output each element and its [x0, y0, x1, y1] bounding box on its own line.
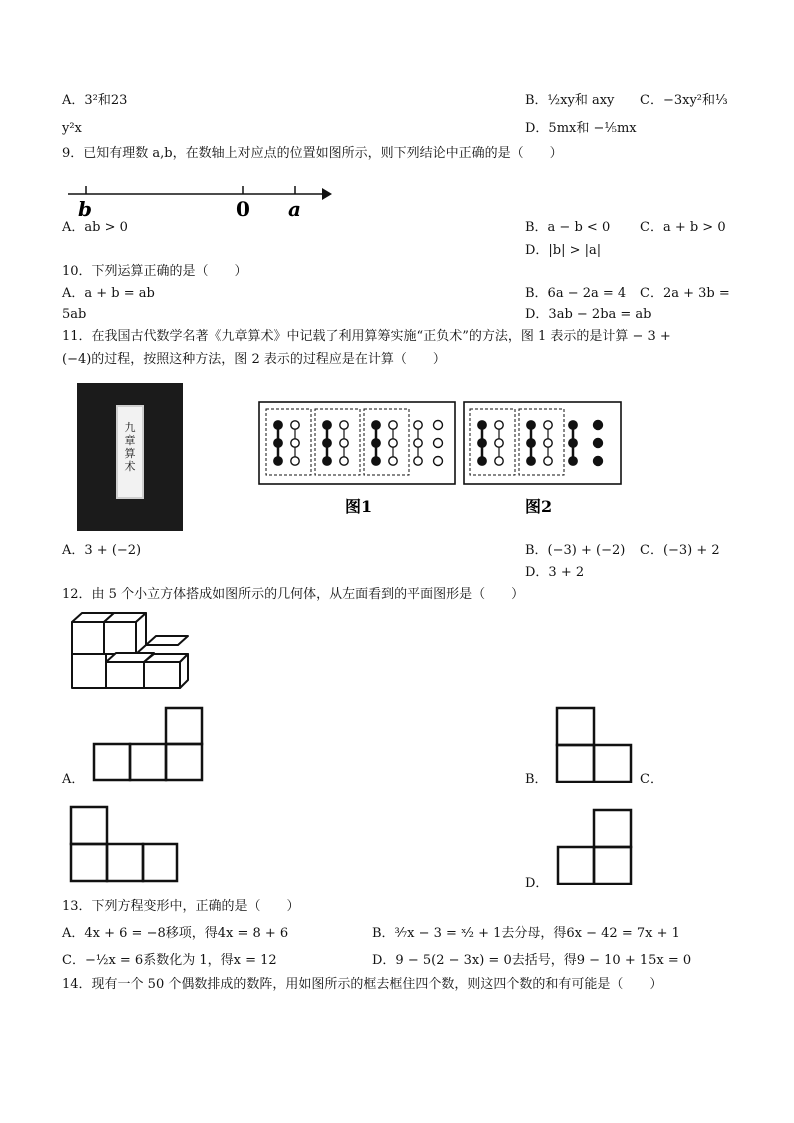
figure-1-counting-rods	[259, 402, 455, 484]
figure-1-dashed-group-3	[364, 409, 409, 475]
figure-1-dashed-group-2	[315, 409, 360, 475]
q12-option-b-label: B．	[525, 772, 548, 787]
q12-option-c-label: C．	[640, 772, 663, 787]
q11-stem-line1: 11．在我国古代数学名著《九章算术》中记载了利用算筹实施“正负术”的方法，图 1 表示的是计算 − 3 +	[62, 329, 671, 344]
q9-option-c: C．a + b > 0	[640, 220, 726, 235]
white-rod	[291, 421, 299, 465]
white-rod	[340, 421, 348, 465]
q11-option-b: B．(−3) + (−2)	[525, 543, 626, 558]
q13-option-a: A．4x + 6 = −8移项，得4x = 8 + 6	[62, 926, 289, 941]
label-b: b	[78, 197, 92, 220]
black-dots	[594, 421, 603, 466]
q8-option-d: D．5mx和 −⅕mx	[525, 121, 637, 136]
figure-2-dashed-group-1	[470, 409, 515, 475]
q8-option-a: A．3²和23	[62, 93, 128, 108]
q11-option-d: D．3 + 2	[525, 565, 585, 580]
white-dots	[434, 421, 443, 466]
number-line-arrowhead	[322, 188, 332, 200]
number-line-figure	[66, 178, 336, 220]
book-cover-image	[77, 383, 183, 531]
q9-option-d: D．|b| > |a|	[525, 243, 602, 258]
figure-1-label: 图1	[345, 497, 373, 516]
option-a-figure	[92, 704, 204, 782]
q10-option-a: A．a + b = ab	[62, 286, 155, 301]
q12-stem: 12．由 5 个小立方体搭成如图所示的几何体，从左面看到的平面图形是（ ）	[62, 587, 525, 602]
black-rod	[274, 421, 282, 465]
q9-stem: 9．已知有理数 a,b，在数轴上对应点的位置如图所示，则下列结论中正确的是（ ）	[62, 146, 563, 161]
figure-2-label: 图2	[525, 497, 553, 516]
q14-stem: 14．现有一个 50 个偶数排成的数阵，用如图所示的框去框住四个数，则这四个数的和有可能是（ ）	[62, 977, 663, 992]
q8-option-c: C．−3xy²和⅓	[640, 93, 728, 108]
figure-1-dashed-group-1	[266, 409, 311, 475]
black-rod	[323, 421, 331, 465]
black-rod	[569, 421, 577, 465]
q11-option-c: C．(−3) + 2	[640, 543, 720, 558]
black-rod	[527, 421, 535, 465]
q13-option-c: C．−½x = 6系数化为 1，得x = 12	[62, 953, 277, 968]
q10-option-c-continued: 5ab	[62, 307, 87, 322]
white-rod	[495, 421, 503, 465]
q10-option-d: D．3ab − 2ba = ab	[525, 307, 652, 322]
q8-option-b: B．½xy和 axy	[525, 93, 615, 108]
book-title-label	[116, 405, 144, 499]
q9-option-b: B．a − b < 0	[525, 220, 611, 235]
q10-stem: 10．下列运算正确的是（ ）	[62, 264, 248, 279]
q12-option-d-label: D．	[525, 876, 549, 891]
q13-option-b: B．³⁄₇x − 3 = ˣ⁄₂ + 1去分母，得6x − 42 = 7x + 1	[372, 926, 680, 941]
white-rod	[389, 421, 397, 465]
white-rod	[414, 421, 422, 465]
q8-option-a-continued: y²x	[62, 121, 82, 136]
label-zero: 0	[236, 197, 250, 220]
q10-option-b: B．6a − 2a = 4	[525, 286, 627, 301]
q11-option-a: A．3 + (−2)	[62, 543, 142, 558]
white-rod	[544, 421, 552, 465]
q9-option-a: A．ab > 0	[62, 220, 128, 235]
black-rod	[372, 421, 380, 465]
option-b-figure	[554, 705, 634, 783]
q13-option-d: D．9 − 5(2 − 3x) = 0去括号，得9 − 10 + 15x = 0	[372, 953, 692, 968]
q12-option-a-label: A．	[62, 772, 85, 787]
q13-stem: 13．下列方程变形中，正确的是（ ）	[62, 899, 300, 914]
figure-2-dashed-group-2	[519, 409, 564, 475]
book-title-text: 九章算术	[124, 421, 136, 473]
q10-option-c: C．2a + 3b =	[640, 286, 730, 301]
counting-rods-figures	[255, 398, 635, 518]
label-a: a	[288, 197, 301, 220]
cube-solid-figure	[66, 610, 190, 692]
figure-1-frame	[259, 402, 455, 484]
option-c-figure	[68, 804, 180, 884]
q11-stem-line2: (−4)的过程，按照这种方法，图 2 表示的过程应是在计算（ ）	[62, 352, 446, 367]
option-d-figure	[556, 807, 636, 885]
black-rod	[478, 421, 486, 465]
